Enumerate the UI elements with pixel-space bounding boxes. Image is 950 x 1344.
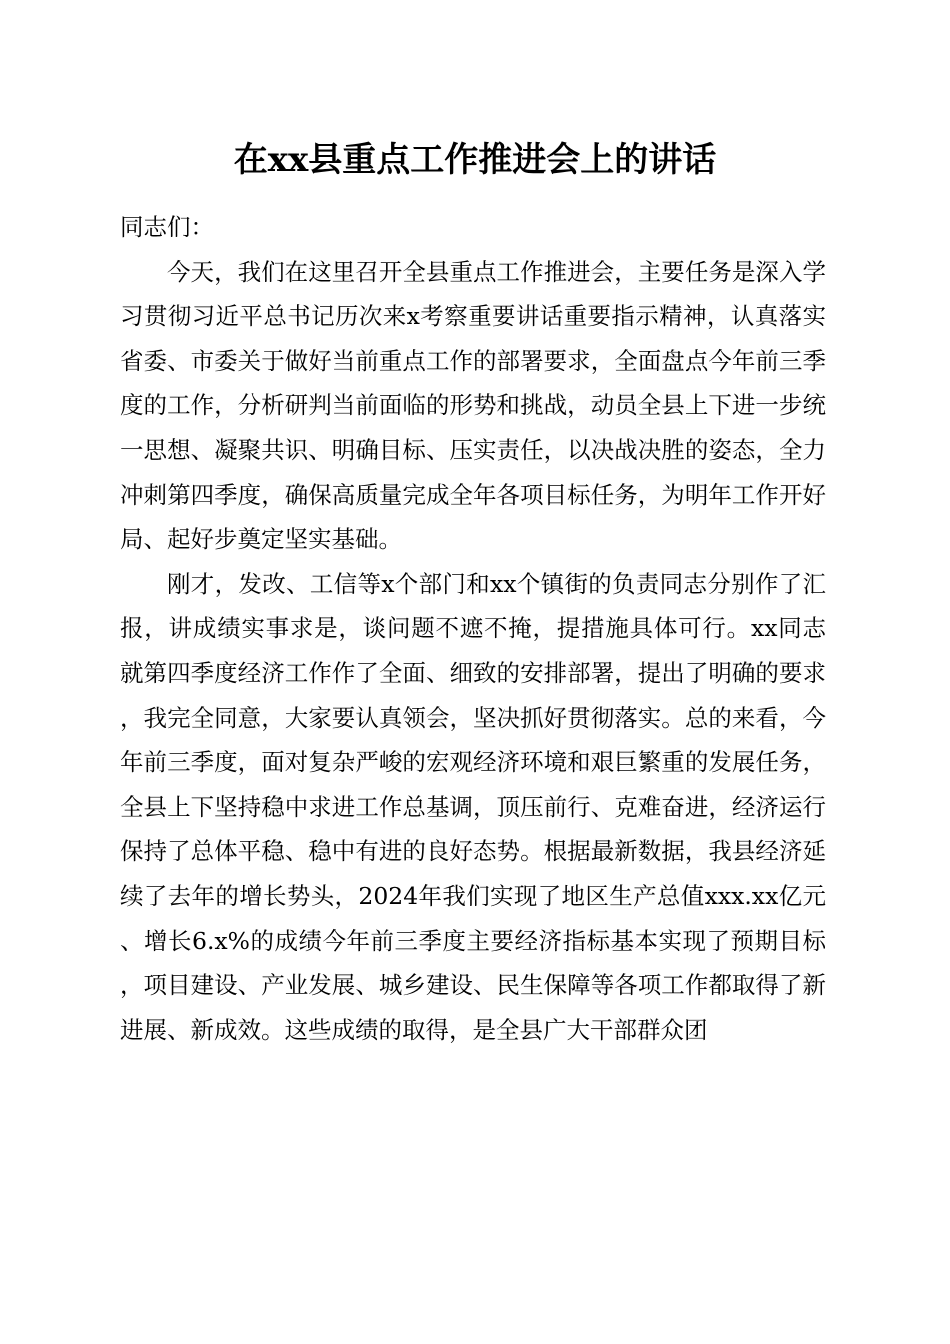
- paragraph-1: 今天，我们在这里召开全县重点工作推进会，主要任务是深入学习贯彻习近平总书记历次来x考察重要讲话重要指示精神，认真落实省委、市委关于做好当前重点工作的部署要求，全面盘点今年前三季度的工作，分析研判当前面临的形势和挑战，动员全县上下进一步统一思想、凝聚共识、明确目标、压实责任，以决战决胜的姿态，全力冲刺第四季度，确保高质量完成全年各项目标任务，为明年工作开好局、起好步奠定坚实基础。: [120, 257, 826, 554]
- salutation: 同志们：: [120, 213, 214, 241]
- document-body: [120, 205, 826, 1052]
- document-title: 在xx县重点工作推进会上的讲话: [233, 140, 717, 180]
- paragraph-2: 刚才，发改、工信等x个部门和xx个镇街的负责同志分别作了汇报，讲成绩实事求是，谈问题不遮不掩，提措施具体可行。xx同志就第四季度经济工作作了全面、细致的安排部署，提出了明确的要求，我完全同意，大家要认真领会，坚决抓好贯彻落实。总的来看，今年前三季度，面对复杂严峻的宏观经济环境和艰巨繁重的发展任务，全县上下坚持稳中求进工作总基调，顶压前行、克难奋进，经济运行保持了总体平稳、稳中有进的良好态势。根据最新数据，我县经济延续了去年的增长势头，2024年我们实现了地区生产总值xxx.xx亿元、增长6.x%的成绩今年前三季度主要经济指标基本实现了预期目标，项目建设、产业发展、城乡建设、民生保障等各项工作都取得了新进展、新成效。这些成绩的取得，是全县广大干部群众团: [120, 569, 826, 1044]
